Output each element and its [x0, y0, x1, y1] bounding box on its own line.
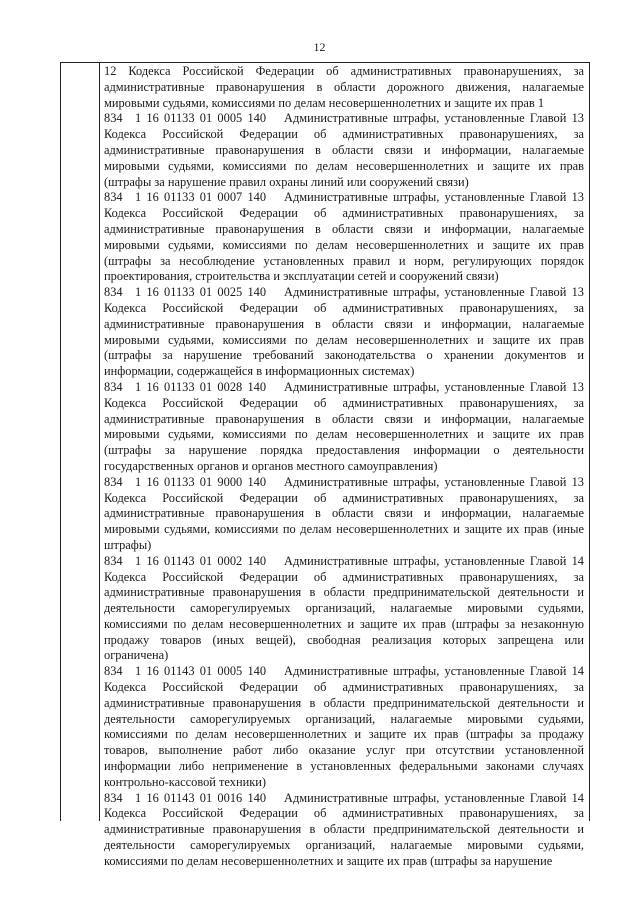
list-item: [104, 380, 584, 475]
entry-description: Административные штрафы, установленные Главой 14 Кодекса Российской Федерации об административных правонарушениях, за административные правонарушения в области предпринимательской деятельности и деятельности саморегулируемых организаций, налагаемые мировыми судьями, комиссиями по делам несовершеннолетних и защите их прав (штрафы за незаконную продажу товаров (иных вещей), свободная реализация которых запрещена или ограничена): [104, 553, 584, 663]
entry-description: Административные штрафы, установленные Главой 14 Кодекса Российской Федерации об административных правонарушениях, за административные правонарушения в области предпринимательской деятельности и деятельности саморегулируемых организаций, налагаемые мировыми судьями, комиссиями по делам несовершеннолетних и защите их прав (штрафы за продажу товаров, выполнение работ либо оказание услуг при отсутствии установленной информации либо неприменение в установленных федеральными законами случаях контрольно-кассовой техники): [104, 664, 584, 789]
entry-description: Административные штрафы, установленные Главой 13 Кодекса Российской Федерации об административных правонарушениях, за административные правонарушения в области связи и информации, налагаемые мировыми судьями, комиссиями по делам несовершеннолетних и защите их прав (штрафы за нарушение правил охраны линий или сооружений связи): [104, 111, 584, 189]
kbk-code: 1 16 01133 01 9000 140: [134, 474, 267, 489]
document-body: [104, 64, 584, 870]
entry-description: Административные штрафы, установленные Главой 13 Кодекса Российской Федерации об административных правонарушениях, за административные правонарушения в области связи и информации, налагаемые мировыми судьями, комиссиями по делам несовершеннолетних и защите их прав (штрафы за нарушение порядка предоставления информации о деятельности государственных органов и органов местного самоуправления): [104, 379, 584, 473]
admin-code: 834: [104, 285, 123, 300]
admin-code: 834: [104, 379, 123, 394]
kbk-code: 1 16 01133 01 0005 140: [134, 111, 267, 126]
list-item: [104, 475, 584, 554]
kbk-code: 1 16 01133 01 0007 140: [134, 190, 267, 205]
list-item: [104, 664, 584, 790]
kbk-code: 1 16 01143 01 0016 140: [134, 790, 267, 805]
kbk-code: 1 16 01133 01 0025 140: [134, 285, 267, 300]
kbk-code: 1 16 01143 01 0002 140: [134, 553, 267, 568]
admin-code: 834: [104, 111, 123, 126]
list-item: [104, 190, 584, 285]
admin-code: 834: [104, 664, 123, 679]
entry-description: Административные штрафы, установленные Главой 13 Кодекса Российской Федерации об административных правонарушениях, за административные правонарушения в области связи и информации, налагаемые мировыми судьями, комиссиями по делам несовершеннолетних и защите их прав (штрафы за несоблюдение установленных правил и норм, регулирующих порядок проектирования, строительства и эксплуатации сетей и сооружений связи): [104, 190, 584, 284]
continuation-paragraph: 12 Кодекса Российской Федерации об административных правонарушениях, за административные правонарушения в области дорожного движения, налагаемые мировыми судьями, комиссиями по делам несовершеннолетних и защите их прав 1: [104, 64, 584, 110]
list-item: [104, 554, 584, 665]
list-item: [104, 285, 584, 380]
admin-code: 834: [104, 474, 123, 489]
entry-description: Административные штрафы, установленные Главой 14 Кодекса Российской Федерации об административных правонарушениях, за административные правонарушения в области предпринимательской деятельности и деятельности саморегулируемых организаций, налагаемые мировыми судьями, комиссиями по делам несовершеннолетних и защите их прав (штрафы за нарушение: [104, 790, 584, 868]
table-column-divider: [99, 63, 100, 821]
kbk-code: 1 16 01143 01 0005 140: [134, 664, 267, 679]
list-item: [104, 111, 584, 190]
entry-description: Административные штрафы, установленные Главой 13 Кодекса Российской Федерации об административных правонарушениях, за административные правонарушения в области связи и информации, налагаемые мировыми судьями, комиссиями по делам несовершеннолетних и защите их прав (иные штрафы): [104, 474, 584, 552]
admin-code: 834: [104, 190, 123, 205]
admin-code: 834: [104, 553, 123, 568]
kbk-code: 1 16 01133 01 0028 140: [134, 379, 267, 394]
page-number: 12: [313, 40, 326, 54]
entry-list: [104, 111, 584, 869]
list-item: [104, 791, 584, 870]
admin-code: 834: [104, 790, 123, 805]
entry-description: Административные штрафы, установленные Главой 13 Кодекса Российской Федерации об административных правонарушениях, за административные правонарушения в области связи и информации, налагаемые мировыми судьями, комиссиями по делам несовершеннолетних и защите их прав (штрафы за нарушение требований законодательства о хранении документов и информации, содержащейся в информационных системах): [104, 285, 584, 379]
